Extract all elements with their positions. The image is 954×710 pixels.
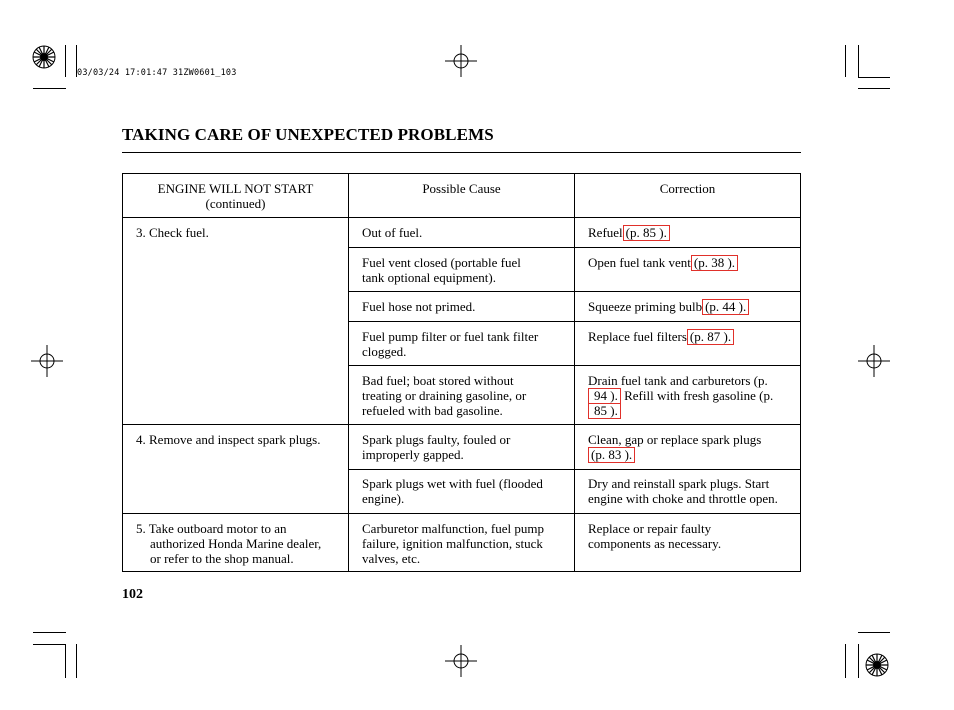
crop-mark [858, 45, 859, 77]
table-border [122, 173, 123, 572]
registration-mark-icon [858, 345, 890, 377]
table-border [122, 217, 801, 218]
registration-mark-icon [445, 645, 477, 677]
title-divider [122, 152, 801, 153]
correction-text: Refill with fresh gasoline (p. [624, 388, 774, 403]
crop-mark [845, 45, 846, 77]
crop-mark [33, 632, 66, 633]
cause-line: clogged. [362, 344, 407, 359]
table-border [348, 365, 801, 366]
correction-text: Refuel [588, 225, 623, 240]
table-border [574, 173, 575, 572]
crop-mark [33, 88, 66, 89]
page-number: 102 [122, 587, 143, 602]
step-inspect-spark-plugs: 4. Remove and inspect spark plugs. [136, 432, 321, 447]
step-line: authorized Honda Marine dealer, [150, 536, 322, 551]
correction-line: Replace or repair faulty [588, 521, 712, 536]
table-border [122, 424, 801, 425]
cause-line: Carburetor malfunction, fuel pump [362, 521, 544, 536]
cause-cell [362, 476, 567, 506]
cause-cell [362, 329, 567, 359]
correction-line [588, 403, 798, 418]
table-border [348, 291, 801, 292]
table-border [800, 173, 801, 572]
cause-cell [362, 255, 567, 285]
page-reference-link[interactable]: 85 ). [588, 403, 621, 419]
crop-mark [858, 77, 890, 78]
page-reference-link[interactable]: (p. 44 ). [702, 299, 749, 315]
correction-line: components as necessary. [588, 536, 722, 551]
correction-line: engine with choke and throttle open. [588, 491, 778, 506]
registration-mark-icon [445, 45, 477, 77]
correction-line [588, 447, 798, 462]
cause-line: Fuel vent closed (portable fuel [362, 255, 521, 270]
table-border [122, 173, 801, 174]
cause-line: failure, ignition malfunction, stuck [362, 536, 543, 551]
header-problem [123, 181, 348, 211]
cause-cell [362, 373, 567, 418]
page-reference-link[interactable]: (p. 83 ). [588, 447, 635, 463]
correction-cell [588, 255, 798, 270]
step-line: or refer to the shop manual. [150, 551, 294, 566]
table-border [122, 513, 801, 514]
correction-cell [588, 476, 798, 506]
table-border [122, 571, 801, 572]
cause-line: tank optional equipment). [362, 270, 496, 285]
step-line: 5. Take outboard motor to an [136, 521, 287, 536]
cause-line: Spark plugs wet with fuel (flooded [362, 476, 543, 491]
cause-cell [362, 432, 567, 462]
step-check-fuel: 3. Check fuel. [136, 225, 209, 240]
crop-mark [858, 644, 859, 678]
print-info: 03/03/24 17:01:47 31ZW0601_103 [77, 68, 237, 78]
page-reference-link[interactable]: (p. 38 ). [691, 255, 738, 271]
correction-line: Clean, gap or replace spark plugs [588, 432, 762, 447]
correction-text: Squeeze priming bulb [588, 299, 703, 314]
correction-line: Dry and reinstall spark plugs. Start [588, 476, 770, 491]
step-take-to-dealer [136, 521, 346, 566]
correction-cell [588, 225, 798, 240]
page-title: TAKING CARE OF UNEXPECTED PROBLEMS [122, 125, 494, 144]
correction-cell [588, 432, 798, 462]
starburst-mark-icon [31, 44, 57, 70]
correction-cell [588, 521, 798, 551]
header-problem-line: ENGINE WILL NOT START [157, 181, 314, 196]
correction-text: Open fuel tank vent [588, 255, 691, 270]
cause-line: Fuel pump filter or fuel tank filter [362, 329, 539, 344]
crop-mark [845, 644, 846, 678]
correction-cell [588, 299, 798, 314]
cause-line: refueled with bad gasoline. [362, 403, 503, 418]
crop-mark [858, 88, 890, 89]
correction-cell [588, 329, 798, 344]
table-border [348, 321, 801, 322]
page-reference-link[interactable]: (p. 85 ). [623, 225, 670, 241]
starburst-mark-icon [864, 652, 890, 678]
correction-text: Replace fuel filters [588, 329, 687, 344]
header-cause: Possible Cause [422, 181, 501, 196]
header-correction: Correction [659, 181, 716, 196]
cause-cell: Out of fuel. [362, 225, 423, 240]
cause-line: treating or draining gasoline, or [362, 388, 527, 403]
cause-line: Bad fuel; boat stored without [362, 373, 514, 388]
crop-mark [65, 644, 66, 678]
cause-line: engine). [362, 491, 405, 506]
page-reference-link[interactable]: 94 ). [588, 388, 621, 404]
cause-line: Spark plugs faulty, fouled or [362, 432, 511, 447]
header-problem-line: (continued) [205, 196, 266, 211]
registration-mark-icon [31, 345, 63, 377]
page-reference-link[interactable]: (p. 87 ). [687, 329, 734, 345]
correction-line: Drain fuel tank and carburetors (p. [588, 373, 768, 388]
crop-mark [33, 644, 66, 645]
table-border [348, 469, 801, 470]
table-border [348, 247, 801, 248]
correction-cell [588, 373, 798, 418]
cause-line: valves, etc. [362, 551, 421, 566]
cause-line: improperly gapped. [362, 447, 464, 462]
crop-mark [76, 644, 77, 678]
crop-mark [858, 632, 890, 633]
crop-mark [65, 45, 66, 77]
correction-line [588, 388, 798, 403]
cause-cell: Fuel hose not primed. [362, 299, 476, 314]
cause-cell [362, 521, 567, 566]
table-border [348, 173, 349, 572]
